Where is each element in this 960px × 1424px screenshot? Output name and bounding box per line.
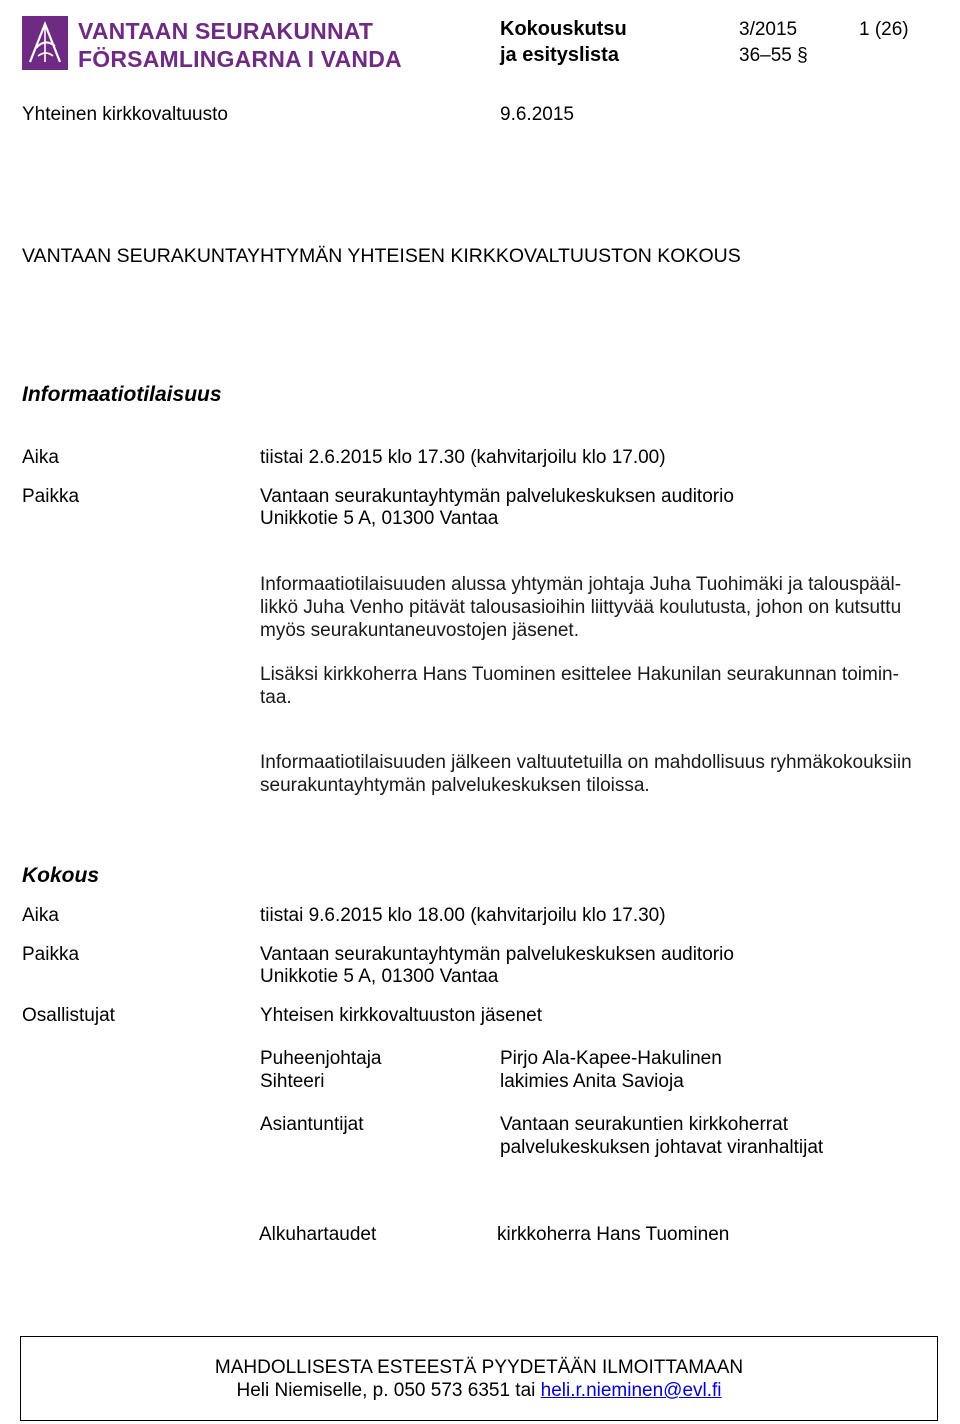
notice-line2 [21, 1380, 937, 1402]
doc-type-line2: ja esityslista [500, 44, 619, 66]
logo-text-swedish: FÖRSAMLINGARNA I VANDA [78, 46, 402, 72]
secretary-value: lakimies Anita Savioja [500, 1071, 684, 1092]
logo-text-finnish: VANTAAN SEURAKUNNAT [78, 18, 374, 44]
meeting-date: 9.6.2015 [500, 104, 574, 125]
text-line: Lisäksi kirkkoherra Hans Tuominen esittelee Hakunilan seurakunnan toimin- [260, 664, 899, 685]
meeting-place-line1: Vantaan seurakuntayhtymän palvelukeskuksen auditorio [260, 944, 734, 965]
text-line: taa. [260, 687, 292, 708]
devotion-label: Alkuhartaudet [259, 1224, 377, 1245]
accessibility-notice-box [20, 1336, 938, 1421]
organ-name: Yhteinen kirkkovaltuusto [22, 104, 228, 125]
info-place-label: Paikka [22, 486, 80, 507]
info-time-label: Aika [22, 447, 59, 468]
experts-label: Asiantuntijat [260, 1114, 364, 1135]
doc-type-line1: Kokouskutsu [500, 18, 627, 40]
meeting-place-label: Paikka [22, 944, 80, 965]
info-time-value: tiistai 2.6.2015 klo 17.30 (kahvitarjoilu klo 17.00) [260, 447, 666, 468]
text-line: likkö Juha Venho pitävät talousasioihin liittyvää koulutusta, johon on kutsuttu [260, 597, 902, 618]
chair-label: Puheenjohtaja [260, 1048, 382, 1069]
chair-value: Pirjo Ala-Kapee-Hakulinen [500, 1048, 722, 1069]
email-link[interactable]: heli.r.nieminen@evl.fi [540, 1380, 722, 1401]
info-heading: Informaatiotilaisuus [22, 383, 222, 406]
participants-label: Osallistujat [22, 1005, 115, 1026]
meeting-heading: Kokous [22, 864, 100, 887]
meeting-number: 3/2015 [739, 19, 798, 40]
info-paragraph-2 [260, 663, 958, 709]
experts-line1: Vantaan seurakuntien kirkkoherrat [500, 1114, 788, 1135]
text-line: Informaatiotilaisuuden jälkeen valtuutetuilla on mahdollisuus ryhmäkokouksiin [260, 752, 912, 773]
text-line: Informaatiotilaisuuden alussa yhtymän johtaja Juha Tuohimäki ja talouspääl- [260, 574, 902, 595]
notice-line1: MAHDOLLISESTA ESTEESTÄ PYYDETÄÄN ILMOITTAMAAN [214, 1357, 744, 1378]
logo-emblem-icon [22, 16, 68, 70]
main-title: VANTAAN SEURAKUNTAYHTYMÄN YHTEISEN KIRKKOVALTUUSTON KOKOUS [22, 245, 741, 267]
info-place-line1: Vantaan seurakuntayhtymän palvelukeskuksen auditorio [260, 486, 734, 507]
logo [22, 16, 402, 76]
devotion-value: kirkkoherra Hans Tuominen [497, 1224, 730, 1245]
section-range: 36–55 § [739, 45, 808, 66]
info-paragraph-3 [260, 751, 958, 797]
page-number: 1 (26) [859, 19, 909, 40]
info-place-line2: Unikkotie 5 A, 01300 Vantaa [260, 508, 499, 529]
contact-text: Heli Niemiselle, p. 050 573 6351 tai [236, 1380, 541, 1401]
meeting-time-value: tiistai 9.6.2015 klo 18.00 (kahvitarjoilu klo 17.30) [260, 905, 666, 926]
meeting-place-line2: Unikkotie 5 A, 01300 Vantaa [260, 966, 499, 987]
info-paragraph-1 [260, 573, 958, 642]
meeting-time-label: Aika [22, 905, 59, 926]
text-line: myös seurakuntaneuvostojen jäsenet. [260, 620, 579, 641]
text-line: seurakuntayhtymän palvelukeskuksen tiloissa. [260, 775, 650, 796]
secretary-label: Sihteeri [260, 1071, 325, 1092]
participants-value: Yhteisen kirkkovaltuuston jäsenet [260, 1005, 542, 1026]
experts-line2: palvelukeskuksen johtavat viranhaltijat [500, 1137, 824, 1158]
